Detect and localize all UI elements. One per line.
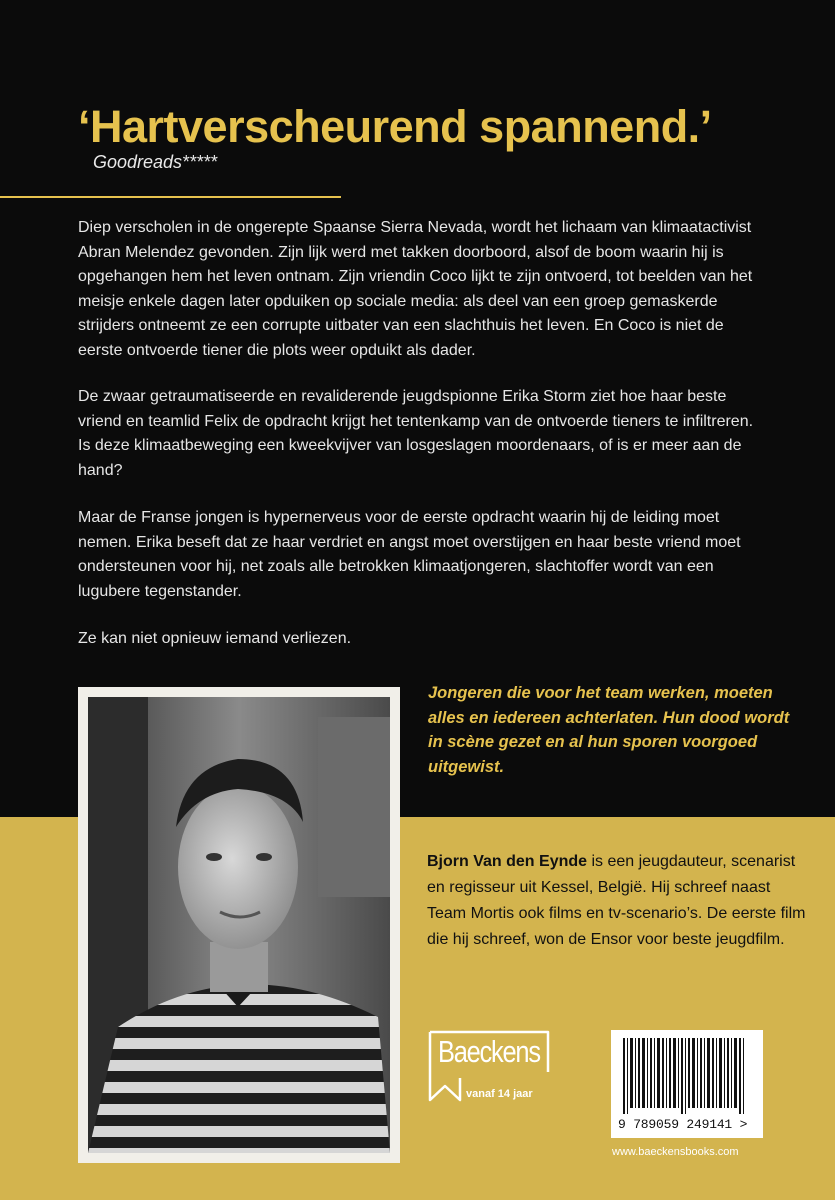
blurb-paragraph-2: De zwaar getraumatiseerde en revaliderende jeugdspionne Erika Storm ziet hoe haar beste vriend en teamlid Felix de opdracht krijgt het tentenkamp van de ontvoerde tieners te infiltreren. Is deze klimaatbeweging een kweekvijver van losgeslagen moordenaars, of is er meer aan de hand? <box>78 388 754 479</box>
blurb-paragraph-1: Diep verscholen in de ongerepte Spaanse Sierra Nevada, wordt het lichaam van klimaatactivist Abran Melendez gevonden. Zijn lijk werd met takken doorboord, alsof de boom waarin hij is opgehangen hem het leven ontnam. Zijn vriendin Coco lijkt te zijn ontvoerd, tot beelden van het meisje enkele dagen later opduiken op sociale media: als deel van een groep gemaskerde strijders ontneemt ze een corrupte uitbater van een slachthuis het leven. En Coco is niet de eerste ontvoerde tiener die plots weer opduikt als dader. <box>78 219 753 359</box>
age-label: vanaf 14 jaar <box>466 1088 533 1100</box>
author-name: Bjorn Van den Eynde <box>427 853 588 870</box>
series-tagline: Jongeren die voor het team werken, moeten alles en iedereen achterlaten. Hun dood wordt in scène gezet en al hun sporen voorgoed uitgewist. <box>428 684 790 776</box>
blurb-paragraph-4: Ze kan niet opnieuw iemand verliezen. <box>78 630 352 647</box>
author-photo <box>88 697 390 1153</box>
publisher-name: Baeckens <box>438 1034 540 1069</box>
isbn-number: 9 789059 249141 > <box>618 1117 748 1132</box>
divider-line <box>0 196 341 198</box>
review-source: Goodreads***** <box>93 152 218 172</box>
author-bio-text: is een jeugdauteur, scenarist en regisseur uit Kessel, België. Hij schreef naast Team Mortis ook films en tv-scenario’s. De eerste film die hij schreef, won de Ensor voor beste jeugdfilm. <box>427 853 806 948</box>
author-photo-frame <box>78 687 400 1163</box>
review-quote: ‘Hartverscheurend spannend.’ <box>78 101 712 152</box>
barcode-bars-icon <box>611 1030 763 1116</box>
author-bio <box>427 849 807 953</box>
blurb-paragraph-3: Maar de Franse jongen is hypernerveus voor de eerste opdracht waarin hij de leiding moet nemen. Erika beseft dat ze haar verdriet en angst moet overstijgen en haar beste vriend moet ondersteunen voor hij, net zoals alle betrokken klimaatjongeren, slachtoffer wordt van een lugubere tegenstander. <box>78 509 741 600</box>
publisher-website[interactable]: www.baeckensbooks.com <box>612 1146 739 1158</box>
publisher-logo <box>428 1030 568 1110</box>
barcode <box>611 1030 763 1138</box>
